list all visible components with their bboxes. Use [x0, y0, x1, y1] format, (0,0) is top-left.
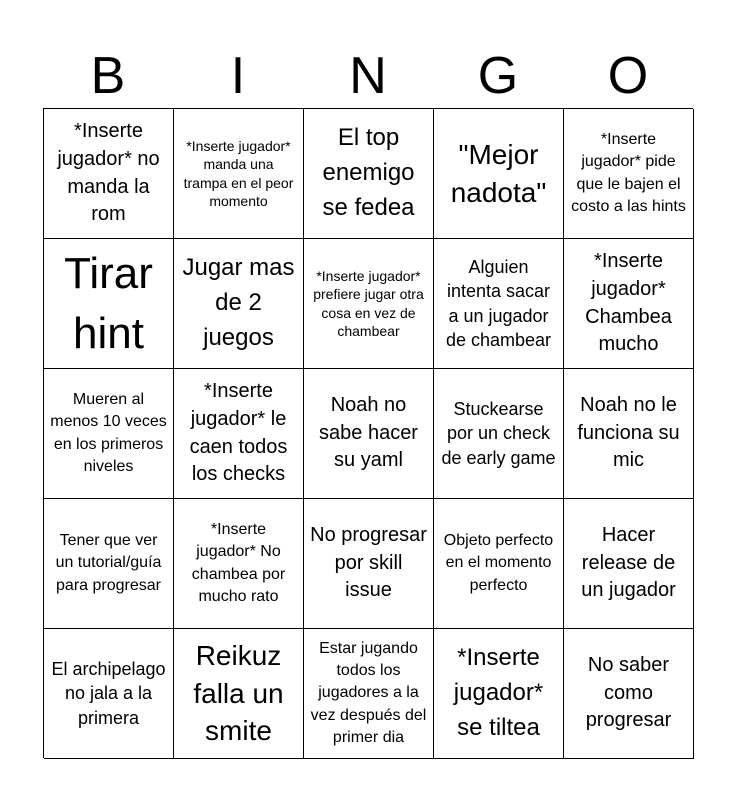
bingo-cell[interactable]	[564, 629, 694, 759]
header-letter-i: I	[230, 47, 246, 105]
cell-text: *Inserte jugador* le caen todos los checks	[189, 380, 288, 486]
cell-text: Hacer release de un jugador	[581, 524, 676, 602]
cell-text: Tener que ver un tutorial/guía para progresar	[55, 531, 162, 594]
bingo-cell[interactable]	[564, 109, 694, 239]
cell-text: Objeto perfecto en el momento perfecto	[443, 531, 554, 594]
bingo-cell[interactable]	[44, 109, 174, 239]
cell-text: No progresar por skill issue	[310, 524, 427, 602]
header-letter-b: B	[90, 47, 126, 105]
bingo-cell[interactable]	[564, 369, 694, 499]
cell-text: Alguien intenta sacar a un jugador de chambear	[445, 256, 552, 350]
cell-text: *Inserte jugador* manda una trampa en el peor momento	[183, 138, 294, 209]
header-letter-g: G	[477, 47, 519, 105]
bingo-cell[interactable]	[174, 239, 304, 369]
header-letter-o: O	[607, 47, 649, 105]
cell-text: *Inserte jugador* prefiere jugar otra cosa en vez de chambear	[313, 268, 424, 339]
bingo-cell[interactable]	[174, 369, 304, 499]
header-letter-n: N	[349, 47, 387, 105]
cell-text: El top enemigo se fedea	[322, 124, 415, 221]
cell-text: Stuckearse por un check de early game	[441, 399, 556, 468]
cell-text: *Inserte jugador* Chambea mucho	[585, 250, 672, 356]
cell-text: *Inserte jugador* No chambea por mucho rato	[191, 520, 286, 605]
cell-text: *Inserte jugador* se tiltea	[453, 644, 544, 741]
bingo-cell[interactable]	[44, 499, 174, 629]
bingo-cell[interactable]	[564, 499, 694, 629]
bingo-cell[interactable]	[44, 239, 174, 369]
cell-text: "Mejor nadota"	[450, 138, 547, 208]
bingo-cell[interactable]	[304, 109, 434, 239]
cell-text: Jugar mas de 2 juegos	[182, 254, 295, 351]
cell-text: *Inserte jugador* pide que le bajen el costo a las hints	[571, 130, 686, 215]
bingo-cell[interactable]	[304, 369, 434, 499]
bingo-cell[interactable]	[304, 629, 434, 759]
bingo-cell[interactable]	[174, 629, 304, 759]
cell-text: Tirar hint	[64, 249, 153, 358]
cell-text: No saber como progresar	[585, 654, 672, 732]
bingo-cell[interactable]	[434, 629, 564, 759]
cell-text: Noah no le funciona su mic	[577, 394, 680, 472]
cell-text: El archipelago no jala a la primera	[51, 659, 166, 728]
bingo-cell[interactable]	[174, 499, 304, 629]
bingo-cell[interactable]	[174, 109, 304, 239]
bingo-cell[interactable]	[434, 109, 564, 239]
bingo-cell[interactable]	[434, 369, 564, 499]
bingo-cell[interactable]	[44, 629, 174, 759]
cell-text: Mueren al menos 10 veces en los primeros niveles	[50, 390, 167, 475]
bingo-cell[interactable]	[434, 239, 564, 369]
bingo-cell[interactable]	[304, 499, 434, 629]
cell-text: *Inserte jugador* no manda la rom	[57, 120, 160, 226]
bingo-cell[interactable]	[44, 369, 174, 499]
bingo-header	[43, 44, 693, 108]
bingo-cell[interactable]	[434, 499, 564, 629]
cell-text: Noah no sabe hacer su yaml	[319, 394, 418, 472]
cell-text: Reikuz falla un smite	[193, 639, 284, 747]
bingo-board	[43, 108, 693, 758]
cell-text: Estar jugando todos los jugadores a la vez después del primer dia	[310, 639, 427, 747]
bingo-cell[interactable]	[564, 239, 694, 369]
bingo-cell[interactable]	[304, 239, 434, 369]
